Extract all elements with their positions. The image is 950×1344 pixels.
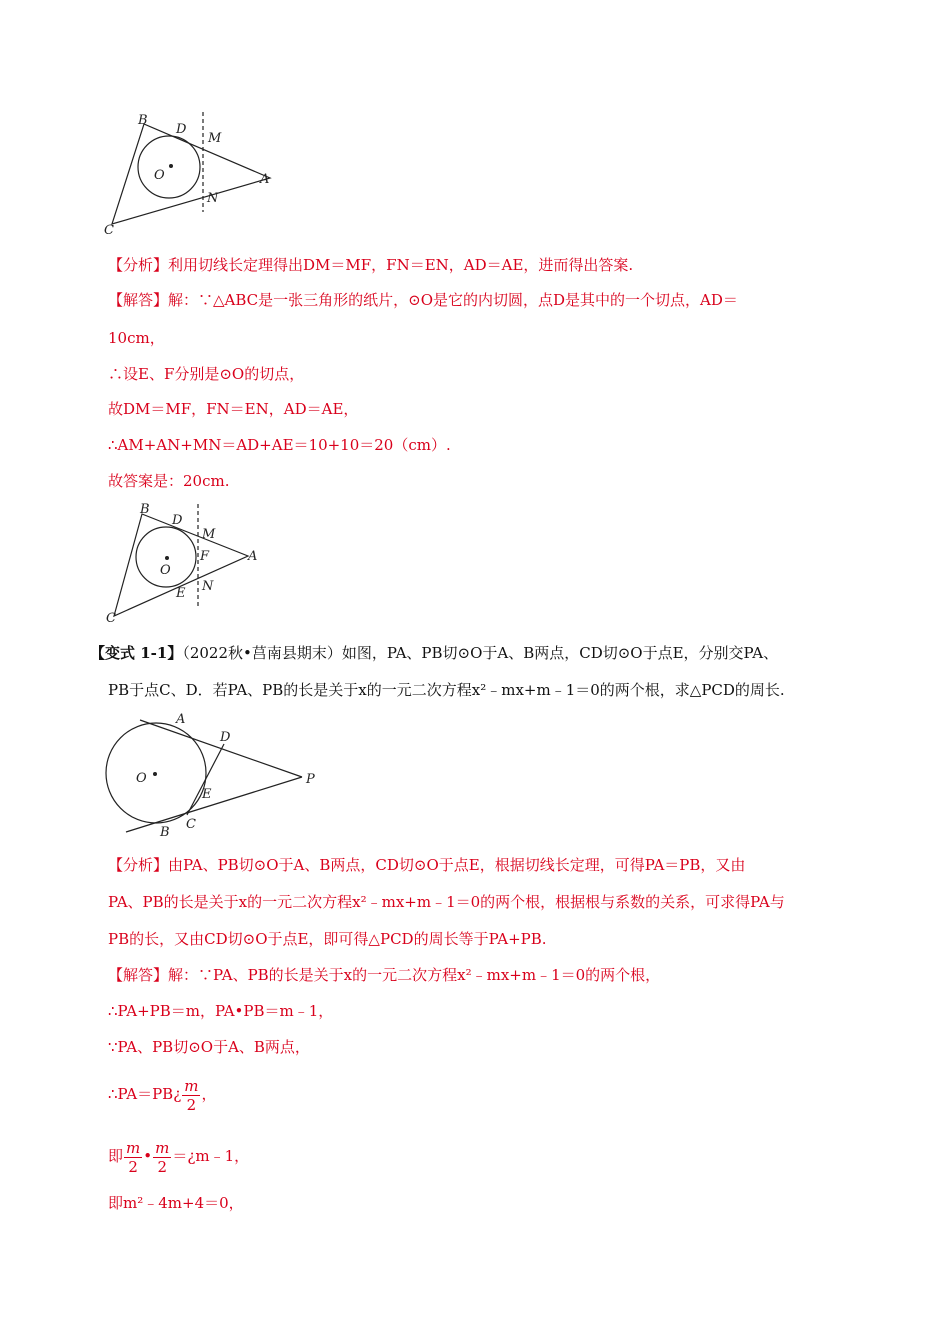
- section2-answer-line3: ∵PA、PB切⊙O于A、B两点，: [108, 1038, 310, 1056]
- section2-analysis-line3: PB的长，又由CD切⊙O于点E，即可得△PCD的周长等于PA+PB.: [108, 930, 547, 948]
- triangle-abc: [112, 124, 270, 224]
- fraction-numerator: m: [155, 1138, 170, 1157]
- label-c: C: [186, 817, 196, 832]
- label-n: N: [207, 191, 219, 206]
- section1-answer-line3: ∴设E、F分别是⊙O的切点，: [108, 365, 305, 383]
- label-a: A: [176, 712, 186, 727]
- variant-text: （2022秋•莒南县期末）如图，PA、PB切⊙O于A、B两点，CD切⊙O于点E，分别交PA、: [182, 644, 779, 662]
- analysis-tag: 【分析】: [108, 256, 169, 274]
- label-d: D: [172, 513, 183, 528]
- answer-text: 解：∵PA、PB的长是关于x的一元二次方程x²﹣mx+m﹣1＝0的两个根，: [168, 966, 661, 984]
- tangent-cd: [187, 744, 224, 815]
- label-o: O: [154, 168, 165, 183]
- fraction-m-over-2: [182, 1077, 200, 1114]
- section2-answer-line1: [108, 965, 660, 985]
- section2-answer-line5: [108, 1136, 249, 1176]
- section1-answer-line4: 故DM＝MF，FN＝EN，AD＝AE，: [108, 400, 359, 418]
- section1-answer-line5: ∴AM+AN+MN＝AD+AE＝10+10＝20（cm）.: [108, 436, 451, 454]
- answer-tag: 【解答】: [108, 291, 169, 309]
- center-dot: [153, 772, 157, 776]
- analysis-tag: 【分析】: [108, 856, 169, 874]
- label-b: B: [140, 502, 150, 517]
- label-m: M: [202, 527, 216, 542]
- label-f: F: [200, 549, 210, 564]
- section1-analysis: [108, 255, 633, 275]
- fraction-numerator: m: [126, 1138, 141, 1157]
- section2-analysis-line1: [108, 855, 745, 875]
- section1-answer-line6: 故答案是：20cm.: [108, 472, 230, 490]
- variant-tag: 【变式 1-1】: [90, 644, 183, 662]
- label-a: A: [260, 172, 270, 187]
- fraction-numerator: m: [184, 1076, 199, 1095]
- incircle: [138, 136, 200, 198]
- label-e: E: [176, 586, 186, 601]
- label-c: C: [106, 611, 116, 626]
- figure-2-triangle-incircle: [100, 498, 265, 628]
- tangent-pb: [126, 777, 302, 832]
- label-o: O: [136, 771, 147, 786]
- multiply-dot: •: [143, 1147, 153, 1165]
- label-b: B: [160, 825, 170, 840]
- fraction-denominator: 2: [186, 1095, 197, 1114]
- center-dot: [165, 556, 169, 560]
- label-p: P: [306, 772, 315, 787]
- section2-answer-line6: 即m²﹣4m+4＝0，: [108, 1194, 244, 1212]
- fraction-m-over-2-a: [124, 1139, 142, 1176]
- analysis-text: 利用切线长定理得出DM＝MF，FN＝EN，AD＝AE，进而得出答案.: [168, 256, 634, 274]
- answer-line5-post: ＝¿m﹣1，: [172, 1147, 250, 1165]
- fraction-denominator: 2: [157, 1157, 167, 1176]
- label-m: M: [208, 131, 222, 146]
- answer-text: 解：∵△ABC是一张三角形的纸片，⊙O是它的内切圆，点D是其中的一个切点，AD＝: [168, 291, 738, 309]
- answer-line4-pre: ∴PA＝PB¿: [108, 1085, 182, 1103]
- section2-answer-line2: ∴PA+PB＝m，PA•PB＝m﹣1，: [108, 1002, 334, 1020]
- figure-1-triangle-incircle: [100, 108, 285, 238]
- section2-analysis-line2: PA、PB的长是关于x的一元二次方程x²﹣mx+m﹣1＝0的两个根，根据根与系数的关系，可求得PA与: [108, 893, 785, 911]
- label-o: O: [160, 563, 171, 578]
- figure-3-tangent-circle: [100, 708, 330, 840]
- fraction-denominator: 2: [128, 1157, 138, 1176]
- answer-line4-post: ，: [201, 1085, 217, 1103]
- variant-problem-line2: PB于点C、D．若PA、PB的长是关于x的一元二次方程x²﹣mx+m﹣1＝0的两个根，求△PCD的周长.: [108, 681, 785, 699]
- answer-tag: 【解答】: [108, 966, 169, 984]
- section1-answer-line2: 10cm，: [108, 329, 165, 347]
- label-c: C: [104, 223, 114, 238]
- label-d: D: [220, 730, 231, 745]
- fraction-m-over-2-b: [153, 1139, 171, 1176]
- section2-answer-line4: [108, 1074, 217, 1114]
- label-d: D: [176, 122, 187, 137]
- center-dot: [169, 164, 173, 168]
- label-b: B: [138, 113, 148, 128]
- section1-answer-line1: [108, 290, 738, 310]
- answer-line5-pre: 即: [108, 1147, 124, 1165]
- label-n: N: [202, 579, 214, 594]
- variant-problem-line1: [90, 643, 778, 663]
- label-a: A: [248, 549, 258, 564]
- label-e: E: [202, 787, 212, 802]
- analysis-text: 由PA、PB切⊙O于A、B两点，CD切⊙O于点E，根据切线长定理，可得PA＝PB，又由: [168, 856, 746, 874]
